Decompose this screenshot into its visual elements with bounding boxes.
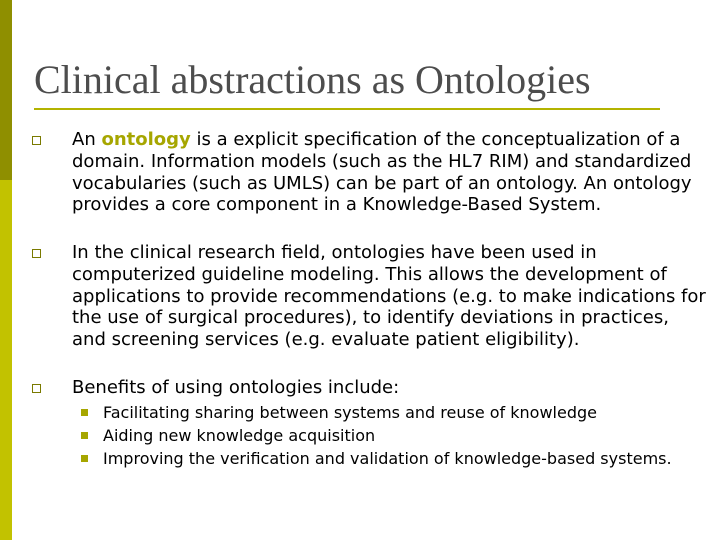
filled-square-bullet-icon [81, 455, 88, 462]
subbullet-verification [103, 449, 683, 469]
bullet-text-post: is a explicit specification of the conceptualization of a domain. Information models (such as the HL7 RIM) and standardized vocabularies (such as UMLS) can be part of an ontology. An ontology provides a core component in a Knowledge-Based System. [72, 129, 692, 216]
subbullet-text: Improving the verification and validation of knowledge-based systems. [103, 449, 672, 468]
title-underline [34, 108, 660, 110]
sidebar-accent-bottom [0, 180, 12, 540]
filled-square-bullet-icon [81, 432, 88, 439]
bullet-text: Benefits of using ontologies include: [72, 377, 400, 398]
slide-title: Clinical abstractions as Ontologies [34, 57, 591, 102]
bullet-ontology-definition [72, 129, 708, 216]
subbullet-acquisition [103, 426, 683, 446]
bullet-benefits [72, 377, 708, 399]
bullet-text-pre: An [72, 129, 102, 150]
square-bullet-icon [32, 249, 41, 258]
sidebar-accent-top [0, 0, 12, 180]
subbullet-text: Facilitating sharing between systems and reuse of knowledge [103, 403, 597, 422]
square-bullet-icon [32, 136, 41, 145]
bullet-clinical-research [72, 242, 708, 351]
filled-square-bullet-icon [81, 409, 88, 416]
subbullet-text: Aiding new knowledge acquisition [103, 426, 376, 445]
subbullet-sharing [103, 403, 683, 423]
bullet-text: In the clinical research field, ontologies have been used in computerized guideline modeling. This allows the development of applications to provide recommendations (e.g. to make indications for the use of surgical procedures), to identify deviations in practices, and screening services (e.g. evaluate patient eligibility). [72, 242, 706, 351]
highlighted-term: ontology [101, 129, 191, 150]
square-bullet-icon [32, 384, 41, 393]
